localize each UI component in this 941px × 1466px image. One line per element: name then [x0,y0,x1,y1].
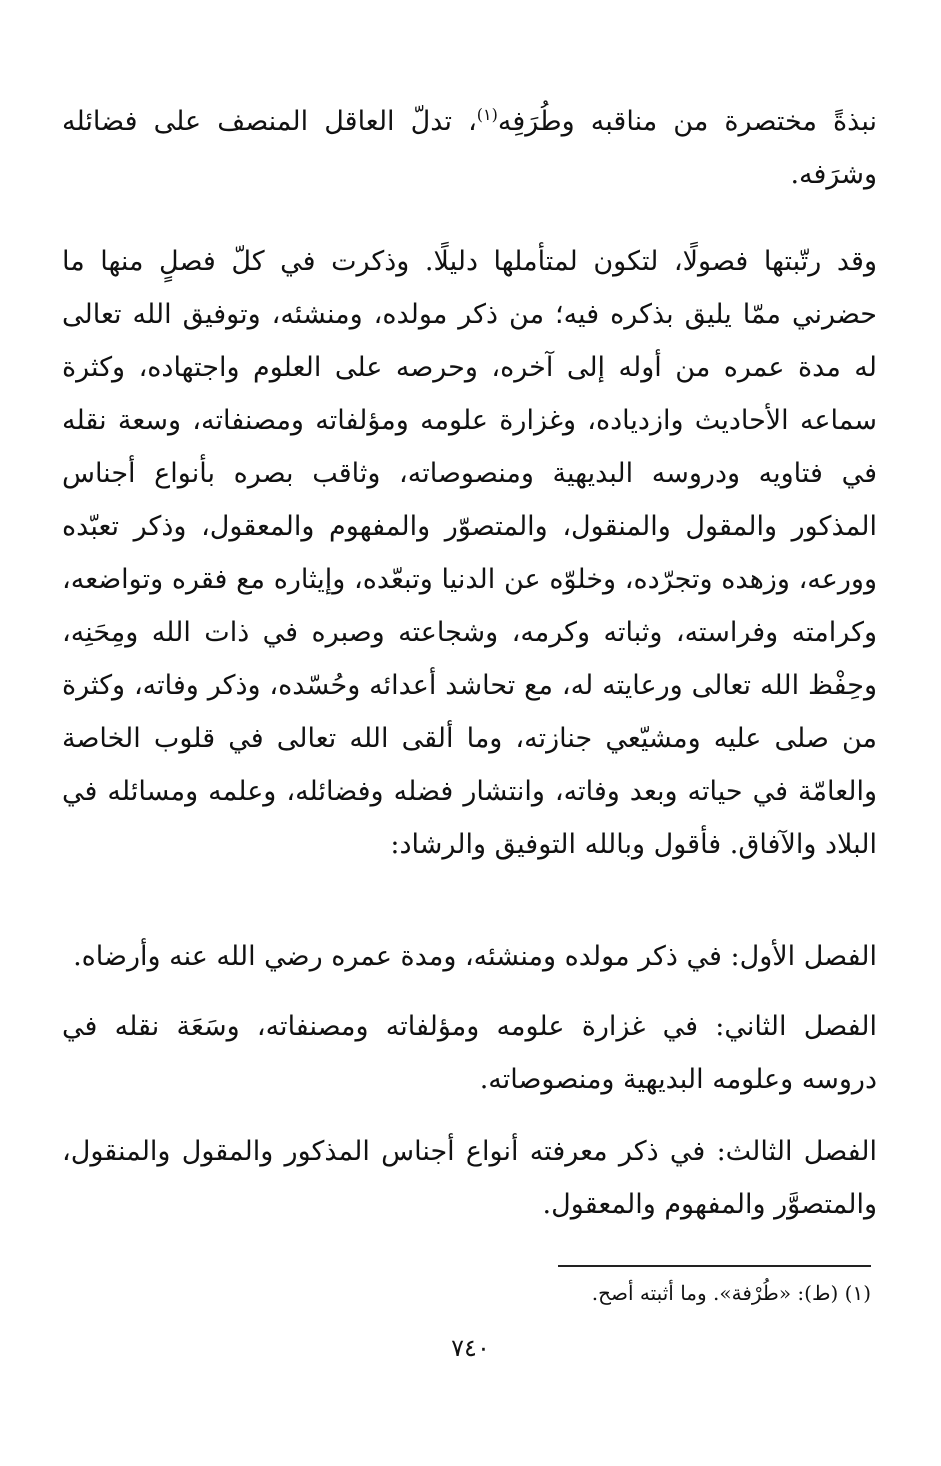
footnote-reference: (١) [476,105,498,124]
chapter-three-entry: الفصل الثالث: في ذكر معرفته أنواع أجناس المذكور والمقول والمنقول، والمتصوَّر والمفهوم والمعقول. [62,1136,877,1220]
chapter-one-entry: الفصل الأول: في ذكر مولده ومنشئه، ومدة عمره رضي الله عنه وأرضاه. [73,941,877,972]
paragraph-arrangement: وقد رتّبتها فصولًا، لتكون لمتأملها دليلًا. وذكرت في كلّ فصلٍ منها ما حضرني ممّا يليق بذكره فيه؛ من ذكر مولده، ومنشئه، وتوفيق الله تعالى له مدة عمره من أوله إلى آخره، وحرصه على العلوم واجتهاده، وكثرة سماعه الأحاديث وازدياده، وغزارة علومه ومؤلفاته ومصنفاته، وسعة نقله في فتاويه ودروسه البديهية ومنصوصاته، وثاقب بصره بأنواع أجناس المذكور والمقول والمنقول، والمتصوّر والمفهوم والمعقول، وذكر تعبّده وورعه، وزهده وتجرّده، وخلوّه عن الدنيا وتبعّده، وإيثاره مع فقره وتواضعه، وكرامته وفراسته، وثباته وكرمه، وشجاعته وصبره في ذات الله ومِحَنِه، وحِفْظ الله تعالى ورعايته له، مع تحاشد أعدائه وحُسّده، وذكر وفاته، وكثرة من صلى عليه ومشيّعي جنازته، وما ألقى الله تعالى في قلوب الخاصة والعامّة في حياته وبعد وفاته، وانتشار فضله وفضائله، وعلمه ومسائله في البلاد والآفاق. فأقول وبالله التوفيق والرشاد: [62,246,877,860]
intro-text-end: ، تدلّ العاقل المنصف على فضائله وشرَفه. [62,106,877,190]
footnote: (١) (ط): «طُرْفة». وما أثبته أصح. [591,1281,871,1305]
intro-text-start: نبذةً مختصرة من مناقبه وطُرَفِه [497,106,877,137]
chapter-two-entry: الفصل الثاني: في غزارة علومه ومؤلفاته ومصنفاته، وسَعَة نقله في دروسه وعلومه البديهية ومنصوصاته. [62,1011,877,1095]
page-number: ٧٤٠ [451,1334,490,1362]
paragraph-intro [62,95,877,201]
footnote-divider [558,1265,871,1267]
